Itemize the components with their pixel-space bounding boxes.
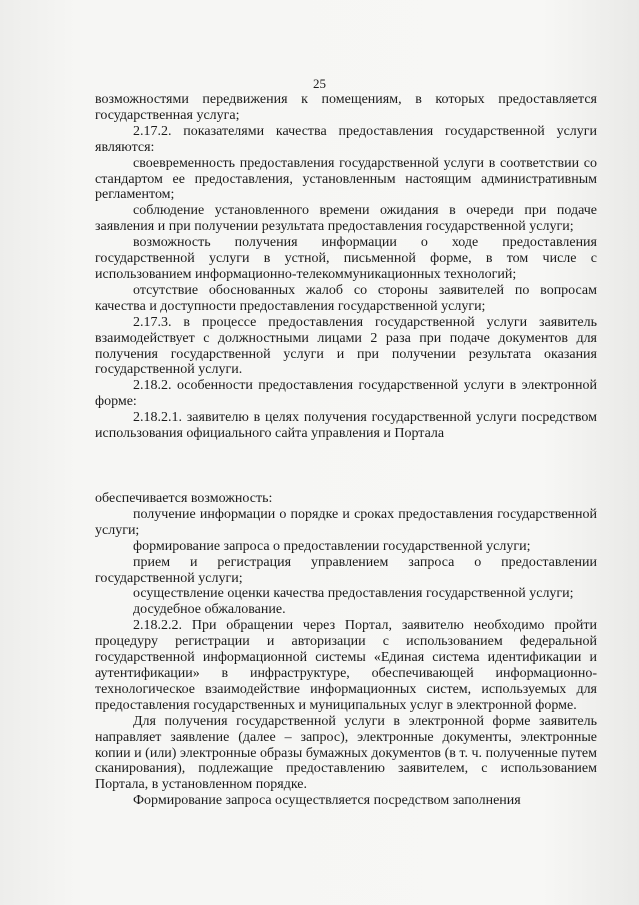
paragraph: 2.17.2. показателями качества предоставления государственной услуги являются: (95, 123, 597, 155)
paragraph: 2.18.2.2. При обращении через Портал, заявителю необходимо пройти процедуру регистрации и авторизации с использованием федеральной государственной информационной системы «Единая система идентификации и аутентификации» в инфраструктуре, обеспечивающей информационно-технологическое взаимодействие информационных систем, используемых для предоставления государственных и муниципальных услуг в электронной форме. (95, 618, 597, 713)
paragraph: получение информации о порядке и сроках предоставления государственной услуги; (95, 506, 597, 538)
page-number: 25 (313, 76, 326, 91)
paragraph: отсутствие обоснованных жалоб со стороны заявителей по вопросам качества и доступности предоставления государственной услуги; (95, 282, 597, 314)
paragraph: обеспечивается возможность: (95, 491, 273, 506)
paragraph: 2.18.2. особенности предоставления государственной услуги в электронной форме: (95, 378, 597, 410)
paragraph: своевременность предоставления государственной услуги в соответствии со стандартом ее предоставления, установленным настоящим административным регламентом; (95, 155, 597, 203)
text-block-top (95, 92, 597, 442)
text-block-bottom (95, 491, 597, 809)
paragraph: 2.18.2.1. заявителю в целях получения государственной услуги посредством использования официального сайта управления и Портала (95, 410, 597, 442)
paragraph: Для получения государственной услуги в электронной форме заявитель направляет заявление (далее – запрос), электронные документы, электронные копии и (или) электронные образы бумажных документов (в т. ч. полученные путем сканирования), подлежащие предоставлению заявителем, с использованием Портала, в установленном порядке. (95, 713, 597, 793)
paragraph: возможностями передвижения к помещениям, в которых предоставляется государственная услуга; (95, 92, 597, 123)
paragraph: осуществление оценки качества предоставления государственной услуги; (133, 586, 574, 602)
paragraph: формирование запроса о предоставлении государственной услуги; (133, 538, 531, 554)
paragraph: досудебное обжалование. (133, 602, 286, 618)
paragraph: соблюдение установленного времени ожидания в очереди при подаче заявления и при получении результата предоставления государственной услуги; (95, 203, 597, 235)
paragraph: Формирование запроса осуществляется посредством заполнения (133, 793, 521, 809)
paragraph: 2.17.3. в процессе предоставления государственной услуги заявитель взаимодействует с должностными лицами 2 раза при подаче документов для получения государственной услуги и при получении результата оказания государственной услуги. (95, 314, 597, 378)
paragraph: возможность получения информации о ходе предоставления государственной услуги в устной, письменной форме, в том числе с использованием информационно-телекоммуникационных технологий; (95, 235, 597, 282)
paragraph: прием и регистрация управлением запроса о предоставлении государственной услуги; (95, 554, 597, 586)
